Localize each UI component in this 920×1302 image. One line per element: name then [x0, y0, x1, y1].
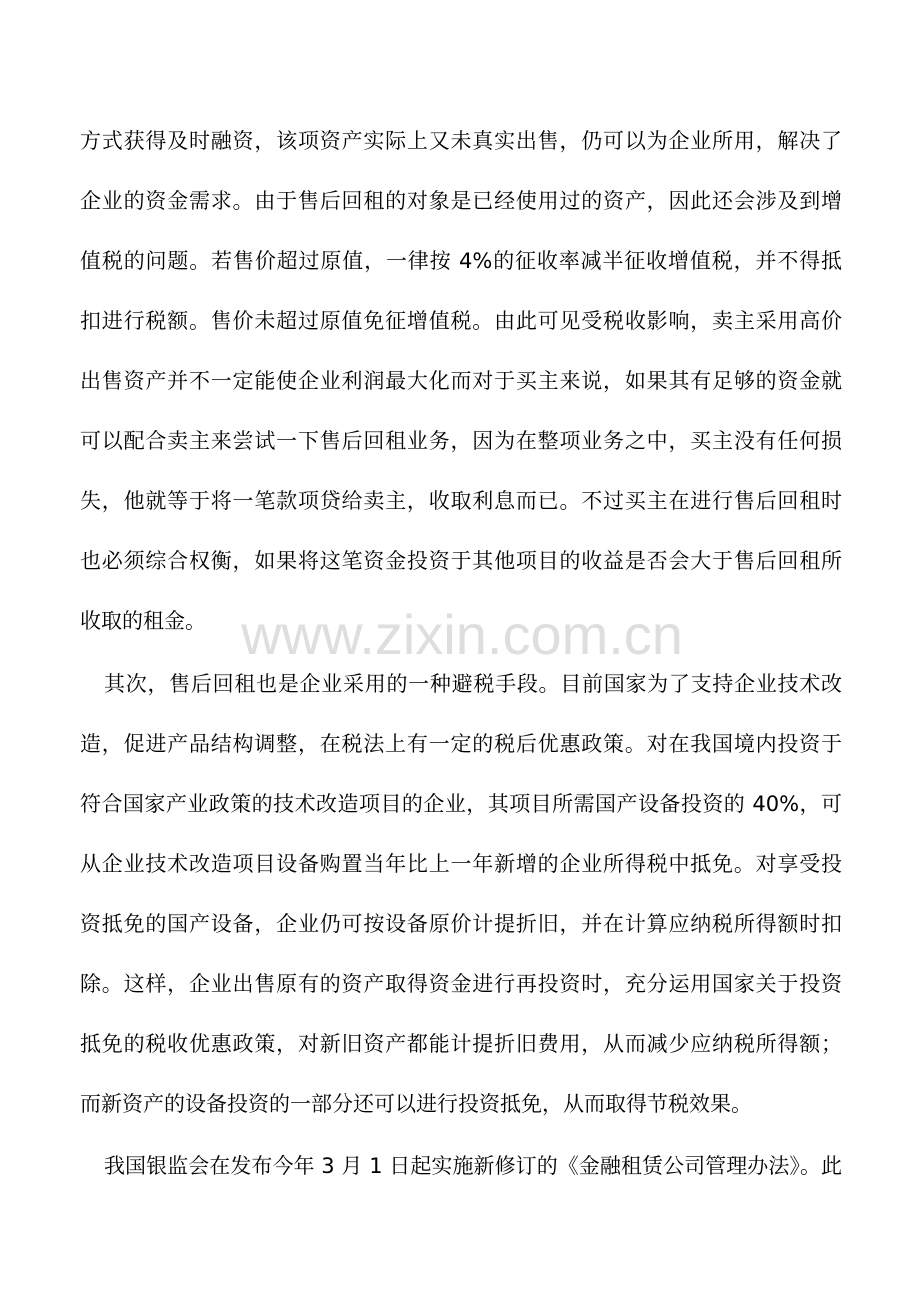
paragraph-2-line-8: 而新资产的设备投资的一部分还可以进行投资抵免，从而取得节税效果。: [80, 1092, 752, 1116]
paragraph-2-line-6: 除。这样，企业出售原有的资产取得资金进行再投资时，充分运用国家关于投资: [80, 972, 842, 996]
paragraph-2-line-2: 造，促进产品结构调整，在税法上有一定的税后优惠政策。对在我国境内投资于: [80, 732, 842, 756]
paragraph-1-line-7: 失，他就等于将一笔款项贷给卖主，收取利息而已。不过买主在进行售后回租时: [80, 489, 842, 513]
paragraph-1-line-5: 出售资产并不一定能使企业利润最大化而对于买主来说，如果其有足够的资金就: [80, 369, 842, 393]
paragraph-1-line-9: 收取的租金。: [80, 609, 206, 633]
paragraph-2-line-4: 从企业技术改造项目设备购置当年比上一年新增的企业所得税中抵免。对享受投: [80, 852, 842, 876]
paragraph-1-line-1: 方式获得及时融资，该项资产实际上又未真实出售，仍可以为企业所用，解决了: [80, 129, 842, 153]
paragraph-1-line-4: 扣进行税额。售价未超过原值免征增值税。由此可见受税收影响，卖主采用高价: [80, 309, 842, 333]
watermark: www.zixin.com.cn: [241, 603, 683, 666]
paragraph-1-line-3: 值税的问题。若售价超过原值，一律按 4%的征收率减半征收增值税，并不得抵: [80, 249, 842, 273]
paragraph-2-line-5: 资抵免的国产设备，企业仍可按设备原价计提折旧，并在计算应纳税所得额时扣: [80, 912, 842, 936]
paragraph-2-line-7: 抵免的税收优惠政策，对新旧资产都能计提折旧费用，从而减少应纳税所得额；: [80, 1032, 842, 1056]
paragraph-3-line-1: 我国银监会在发布今年 3 月 1 日起实施新修订的《金融租赁公司管理办法》。此: [104, 1154, 842, 1178]
paragraph-2-line-1: 其次，售后回租也是企业采用的一种避税手段。目前国家为了支持企业技术改: [104, 672, 842, 696]
paragraph-2-line-3: 符合国家产业政策的技术改造项目的企业，其项目所需国产设备投资的 40%，可: [80, 792, 842, 816]
paragraph-1-line-6: 可以配合卖主来尝试一下售后回租业务，因为在整项业务之中，买主没有任何损: [80, 429, 842, 453]
paragraph-1-line-2: 企业的资金需求。由于售后回租的对象是已经使用过的资产，因此还会涉及到增: [80, 189, 842, 213]
paragraph-1-line-8: 也必须综合权衡，如果将这笔资金投资于其他项目的收益是否会大于售后回租所: [80, 549, 842, 573]
